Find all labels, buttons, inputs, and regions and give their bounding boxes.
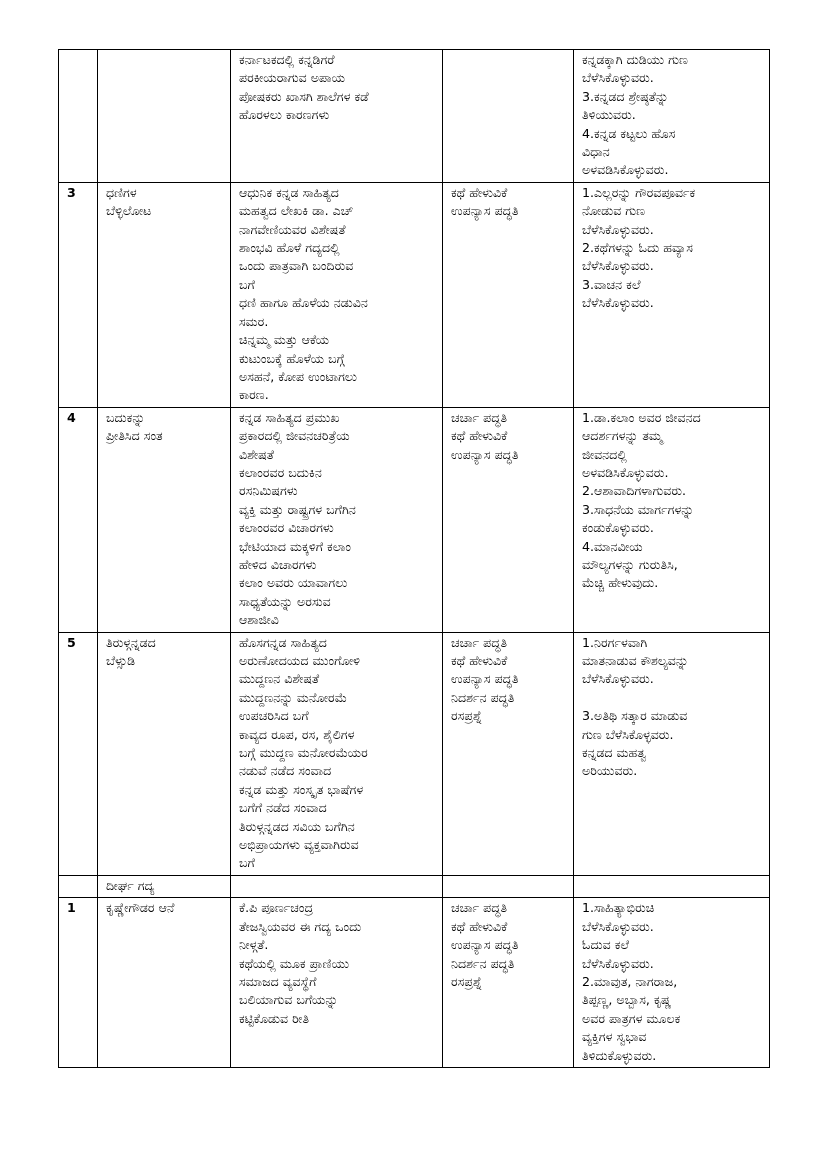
cell-text-line: ಕೆ.ಪಿ ಪೂರ್ಣಚಂದ್ರ [239, 900, 314, 916]
cell-text-line: ರಸಪ್ರಶ್ನೆ [451, 973, 483, 989]
cell-text-line: ಗುಣ ಬೆಳೆಸಿಕೊಳ್ಳವರು. [582, 726, 674, 742]
teaching-method-cell [443, 875, 574, 897]
cell-text-line: ಕನ್ನಡ ಮತ್ತು ಸಂಸ್ಕೃತ ಭಾಷೆಗಳ [239, 781, 364, 797]
cell-text-line: ನಾಗವೇಣಿಯವರ ವಿಶೇಷತೆ [239, 221, 346, 237]
cell-text-line: ಮೆಚ್ಚಿ ಹೇಳುವುದು. [582, 575, 659, 591]
table-row [59, 182, 770, 407]
cell-text-line: ಕಥೆಯಲ್ಲಿ ಮೂಕ ಪ್ರಾಣಿಯು [239, 955, 350, 971]
cell-text-line: ಚರ್ಚಾ ಪದ್ಧತಿ [451, 634, 508, 650]
cell-text-line: ತೇಜಸ್ವಿಯವರ ಈ ಗದ್ಯ ಒಂದು [239, 918, 362, 934]
cell-text-line: ನಿದರ್ಶನ ಪದ್ಧತಿ [451, 955, 515, 971]
cell-text-line: ತಿಪ್ಪಣ್ಣ, ಅಬ್ಬಾಸ, ಕೃಷ್ಣ [582, 992, 672, 1008]
cell-text-line: ಕಾರಣ. [239, 387, 269, 403]
cell-text-line: ಕುಟುಂಬಕ್ಕೆ ಹೊಳೆಯ ಬಗ್ಗೆ [239, 350, 345, 366]
cell-text-line: ಆಶಾಜೀವಿ [239, 612, 279, 628]
cell-text-line: ಹೊಸಗನ್ನಡ ಸಾಹಿತ್ಯದ [239, 634, 327, 650]
cell-text-line: ರಸಪ್ರಶ್ನೆ [451, 708, 483, 724]
cell-text-line: ಭೇಟಿಯಾದ ಮಕ್ಕಳಿಗೆ ಕಲಾಂ [239, 538, 351, 554]
cell-text-line: 3.ಅತಿಥಿ ಸತ್ಕಾರ ಮಾಡುವ [582, 708, 688, 724]
cell-text-line: ಆಧುನಿಕ ಕನ್ನಡ ಸಾಹಿತ್ಯದ [239, 184, 339, 200]
cell-text-line: ಬಗೆ [239, 276, 255, 292]
cell-text-line: 1.ಸಾಹಿತ್ಯಾಭಿರುಚಿ [582, 900, 655, 916]
cell-text-line: 2.ಆಶಾವಾದಿಗಳಾಗುವರು. [582, 483, 687, 499]
cell-text-line: 2.ಕಥೆಗಳನ್ನು ಓದು ಹವ್ಯಾಸ [582, 240, 693, 256]
cell-text-line: ಬಗೆ [239, 855, 255, 871]
cell-text-line: 4.ಮಾನವೀಯ [582, 538, 643, 554]
lesson-content-cell [231, 898, 443, 1068]
cell-text-line: ರಸನಿಮಿಷಗಳು [239, 483, 298, 499]
cell-text-line: ಹೇಳಿದ ವಿಚಾರಗಳು [239, 556, 317, 572]
cell-text-line: ಕಥೆ ಹೇಳುವಿಕೆ [451, 428, 508, 444]
cell-text-line: ಕಲಾಂರವರ ಬದುಕಿನ [239, 464, 322, 480]
cell-text-line: ಚಿನ್ನಮ್ಮ ಮತ್ತು ಆಕೆಯ [239, 332, 330, 348]
teaching-method-cell [443, 182, 574, 407]
cell-text-line: ಅರಿಯುವರು. [582, 763, 638, 779]
cell-text-line: ಪೋಷಕರು ಖಾಸಗಿ ಶಾಲೆಗಳ ಕಡೆ [239, 88, 369, 104]
cell-text-line: ಬಲಿಯಾಗುವ ಬಗೆಯನ್ನು [239, 992, 339, 1008]
lesson-content-cell [231, 407, 443, 632]
lesson-content-cell [231, 875, 443, 897]
cell-text-line: ಬೆಳೆಸಿಕೊಳ್ಳುವರು. [582, 70, 654, 86]
cell-text-line: ಕನ್ನಡ ಸಾಹಿತ್ಯದ ಪ್ರಮುಖ [239, 409, 340, 425]
cell-text-line: ಅವರ ಪಾತ್ರಗಳ ಮೂಲಕ [582, 1010, 681, 1026]
cell-text-line: ಕಲಾಂರವರ ವಿಚಾರಗಳು [239, 520, 334, 536]
cell-text-line: ತಿರುಳ್ಗನ್ನಡದ [106, 634, 156, 650]
lesson-content-cell [231, 182, 443, 407]
cell-text-line: ಬಗ್ಗೆ ಮುದ್ದಣ ಮನೋರಮೆಯರ [239, 745, 368, 761]
row-number: 5 [67, 634, 76, 650]
lesson-content-cell [231, 50, 443, 183]
table-row [59, 50, 770, 183]
cell-text-line: ಕೃಷ್ಣೇಗೌಡರ ಆನೆ [106, 900, 175, 916]
cell-text-line: ಕಾವ್ಯದ ರೂಪ, ರಸ, ಶೈಲಿಗಳ [239, 726, 355, 742]
serial-number-cell [59, 632, 98, 875]
cell-text-line: ವಿಶೇಷತೆ [239, 446, 274, 462]
cell-text-line: ತಿರುಳ್ಗನ್ನಡದ ಸವಿಯ ಬಗೆಗಿನ [239, 818, 355, 834]
lesson-title-cell [98, 407, 231, 632]
cell-text-line: ಮುದ್ದಣನ ವಿಶೇಷತೆ [239, 671, 320, 687]
cell-text-line: ಓದುವ ಕಲೆ [582, 937, 630, 953]
cell-text-line: ಬೆಳೆಸಿಕೊಳ್ಳುವರು. [582, 295, 654, 311]
cell-text-line: ಕಥೆ ಹೇಳುವಿಕೆ [451, 653, 508, 668]
cell-text-line: ಬೆಳೆಸಿಕೊಳ್ಳುವರು. [582, 918, 654, 934]
lesson-plan-table-body [59, 50, 770, 1068]
cell-text-line: ಮೌಲ್ಯಗಳನ್ನು ಗುರುತಿಸಿ, [582, 556, 678, 572]
cell-text-line: ಮಾತನಾಡುವ ಕೌಶಲ್ಯವನ್ನು [582, 653, 689, 668]
cell-text-line: ತಿಳಿದುಕೊಳ್ಳುವರು. [582, 1047, 657, 1063]
teaching-method-cell [443, 50, 574, 183]
cell-text-line: ಕನ್ನಡದ ಮಹತ್ವ [582, 745, 647, 761]
row-number [67, 51, 91, 69]
cell-text-line: ಸಮಾಜದ ವ್ಯವಸ್ಥೆಗೆ [239, 973, 317, 989]
teaching-method-cell [443, 898, 574, 1068]
cell-text-line: ತಿಳಿಯುವರು. [582, 107, 636, 123]
cell-text-line: ಚರ್ಚಾ ಪದ್ಧತಿ [451, 409, 508, 425]
cell-text-line: ಬದುಕನ್ನು [106, 409, 146, 425]
cell-text-line: ಅಳವಡಿಸಿಕೊಳ್ಳುವರು. [582, 464, 669, 480]
cell-text-line: ಬಗೆಗೆ ನಡೆದ ಸಂವಾದ [239, 800, 327, 816]
cell-text-line: ದೀರ್ಘ ಗದ್ಯ [106, 877, 155, 893]
cell-text-line: ನೀಳ್ಗತೆ. [239, 937, 269, 953]
serial-number-cell [59, 182, 98, 407]
serial-number-cell [59, 898, 98, 1068]
cell-text-line: ಬೆಳೆಸಿಕೊಳ್ಳುವರು. [582, 258, 654, 274]
cell-text-line: 3.ಸಾಧನೆಯ ಮಾರ್ಗಗಳನ್ನು [582, 501, 694, 517]
cell-text-line: ಕರ್ನಾಟಕದಲ್ಲಿ ಕನ್ನಡಿಗರೆ [239, 52, 335, 67]
cell-text-line: ಮಹತ್ವದ ಲೇಖಕಿ ಡಾ. ಎಚ್ [239, 203, 354, 219]
table-row [59, 632, 770, 875]
cell-text-line: 4.ಕನ್ನಡ ಕಟ್ಟಲು ಹೊಸ [582, 125, 676, 141]
cell-text-line: ಉಪನ್ಯಾಸ ಪದ್ಧತಿ [451, 937, 519, 953]
cell-text-line: ಕಥೆ ಹೇಳುವಿಕೆ [451, 918, 508, 934]
cell-text-line: ಕಥೆ ಹೇಳುವಿಕೆ [451, 184, 508, 200]
serial-number-cell [59, 875, 98, 897]
cell-text-line: ಬೆಳೆಸಿಕೊಳ್ಳುವರು. [582, 221, 654, 237]
cell-text-line: ಕಲಾಂ ಅವರು ಯಾವಾಗಲು [239, 575, 348, 591]
cell-text-line: 2.ಮಾವುತ, ನಾಗರಾಜ, [582, 973, 678, 989]
cell-text-line: ಕಟ್ಟಿಕೊಡುವ ರೀತಿ [239, 1010, 310, 1026]
learning-outcome-cell [574, 898, 770, 1068]
cell-text-line: ಉಪಚರಿಸಿದ ಬಗೆ [239, 708, 309, 724]
cell-text-line: ಜೀವನದಲ್ಲಿ [582, 446, 627, 462]
cell-text-line: ಮುದ್ದಣನನ್ನು ಮನೋರಮೆ [239, 689, 348, 705]
serial-number-cell [59, 50, 98, 183]
row-number [67, 877, 91, 895]
learning-outcome-cell [574, 407, 770, 632]
cell-text-line: ಅಳವಡಿಸಿಕೊಳ್ಳುವರು. [582, 162, 669, 178]
cell-text-line: ಸಾಧ್ಯತೆಯನ್ನು ಅರಸುವ [239, 593, 331, 609]
cell-text-line: ವ್ಯಕ್ತಿಗಳ ಸ್ವಭಾವ [582, 1029, 647, 1045]
table-row [59, 875, 770, 897]
cell-text-line: ಬೆಳೆಸಿಕೊಳ್ಳುವರು. [582, 671, 654, 687]
cell-text-line: ಬೆಳ್ಸುಡಿ [106, 653, 136, 668]
cell-text-line: ಪರಕೀಯರಾಗುವ ಅಪಾಯ [239, 70, 346, 86]
cell-text-line: ವ್ಯಕ್ತಿ ಮತ್ತು ರಾಷ್ಟ್ರಗಳ ಬಗೆಗಿನ [239, 501, 356, 517]
cell-text-line: 1.ಎಲ್ಲರನ್ನು ಗೌರವಪೂರ್ವಕ [582, 184, 696, 200]
cell-text-line: ಉಪನ್ಯಾಸ ಪದ್ಧತಿ [451, 446, 519, 462]
cell-text-line: ಶಾಂಭವಿ ಹೊಳೆ ಗದ್ಯದಲ್ಲಿ [239, 240, 340, 256]
row-number: 1 [67, 900, 76, 916]
cell-text-line: ಆದರ್ಶಗಳನ್ನು ತಮ್ಮ [582, 428, 663, 444]
cell-text-line: ಬೆಳೆಸಿಕೊಳ್ಳುವರು. [582, 955, 654, 971]
row-number: 3 [67, 184, 76, 200]
cell-text-line: ಬೆಳ್ಳಿಲೋಟ [106, 203, 152, 219]
lesson-title-cell [98, 898, 231, 1068]
row-number: 4 [67, 409, 76, 425]
cell-text-line: ವಿಧಾನ [582, 144, 610, 160]
cell-text-line: ಉಪನ್ಯಾಸ ಪದ್ಧತಿ [451, 203, 519, 219]
cell-text-line: 1.ಡಾ.ಕಲಾಂ ಅವರ ಜೀವನದ [582, 409, 701, 425]
table-row [59, 407, 770, 632]
cell-text-line: ಒಂದು ಪಾತ್ರವಾಗಿ ಬಂದಿರುವ [239, 258, 354, 274]
cell-text-line: ಹೊರಳಲು ಕಾರಣಗಳು [239, 107, 330, 123]
teaching-method-cell [443, 407, 574, 632]
cell-text-line: ಕಂಡುಕೊಳ್ಳುವರು. [582, 520, 654, 536]
learning-outcome-cell [574, 182, 770, 407]
lesson-plan-table [58, 49, 770, 1068]
cell-text-line: ಪ್ರೀತಿಸಿದ ಸಂತ [106, 428, 163, 444]
learning-outcome-cell [574, 50, 770, 183]
cell-text-line: ಸಮರ. [239, 313, 269, 329]
lesson-content-cell [231, 632, 443, 875]
lesson-title-cell [98, 875, 231, 897]
cell-text-line [582, 689, 763, 707]
cell-text-line: ನಡುವೆ ನಡೆದ ಸಂವಾದ [239, 763, 332, 779]
learning-outcome-cell [574, 875, 770, 897]
lesson-title-cell [98, 50, 231, 183]
cell-text-line: ಅರುಣೋದಯದ ಮುಂಗೋಳಿ [239, 653, 360, 668]
cell-text-line: ನೋಡುವ ಗುಣ [582, 203, 646, 219]
cell-text-line: 3.ಕನ್ನಡದ ಶ್ರೇಷ್ಠತೆನ್ನು [582, 88, 669, 104]
cell-text-line: ಧಣಿಗಳ [106, 184, 137, 200]
table-row [59, 898, 770, 1068]
lesson-title-cell [98, 182, 231, 407]
lesson-title-cell [98, 632, 231, 875]
serial-number-cell [59, 407, 98, 632]
cell-text-line: ಅಸಹನೆ, ಕೋಪ ಉಂಟಾಗಲು [239, 368, 358, 384]
learning-outcome-cell [574, 632, 770, 875]
cell-text-line: ಅಭಿಪ್ರಾಯಗಳು ವ್ಯಕ್ತವಾಗಿರುವ [239, 837, 359, 853]
cell-text-line: 3.ವಾಚನ ಕಲೆ [582, 276, 641, 292]
cell-text-line: 1.ನಿರರ್ಗಳವಾಗಿ [582, 634, 648, 650]
teaching-method-cell [443, 632, 574, 875]
cell-text-line: ಉಪನ್ಯಾಸ ಪದ್ಧತಿ [451, 671, 519, 687]
cell-text-line: ಧಣಿ ಹಾಗೂ ಹೊಳೆಯ ನಡುವಿನ [239, 295, 368, 311]
cell-text-line: ಚರ್ಚಾ ಪದ್ಧತಿ [451, 900, 508, 916]
cell-text-line: ಪ್ರಕಾರದಲ್ಲಿ ಜೀವನಚರಿತ್ರೆಯ [239, 428, 350, 444]
cell-text-line: ನಿದರ್ಶನ ಪದ್ಧತಿ [451, 689, 515, 705]
cell-text-line: ಕನ್ನಡಕ್ಕಾಗಿ ದುಡಿಯು ಗುಣ [582, 52, 688, 67]
